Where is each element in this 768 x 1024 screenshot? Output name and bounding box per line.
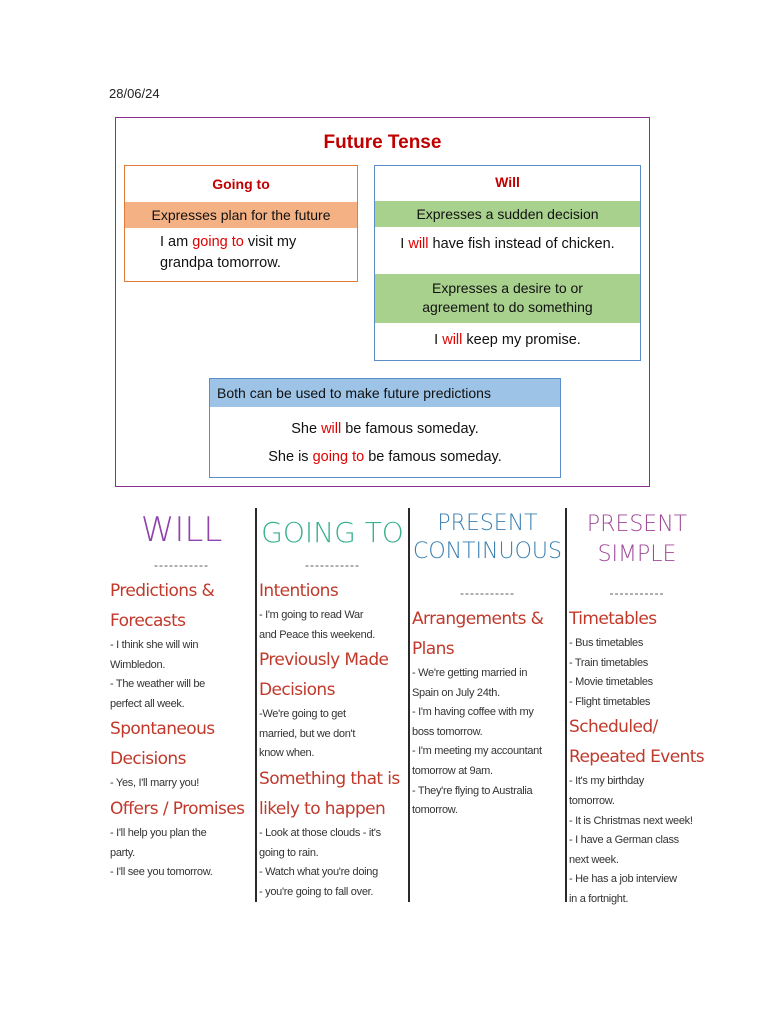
- usage-example: - I'm having coffee with my: [412, 706, 534, 719]
- example-text: be famous someday.: [364, 449, 502, 465]
- column-heading-line: SIMPLE: [597, 542, 677, 567]
- column-heading-line: PRESENT: [437, 511, 538, 536]
- usage-example: - you're going to fall over.: [259, 885, 374, 898]
- dash-separator: -----------: [609, 586, 665, 600]
- column-divider: [408, 508, 410, 902]
- example-text: grandpa tomorrow.: [160, 255, 281, 271]
- usage-example: going to rain.: [259, 846, 319, 859]
- usage-example: - Movie timetables: [569, 676, 653, 689]
- usage-example: - I have a German class: [569, 834, 679, 847]
- usage-example: boss tomorrow.: [412, 725, 483, 738]
- usage-example: - Train timetables: [569, 656, 648, 669]
- dash-separator: -----------: [154, 558, 209, 572]
- example-text: She: [291, 421, 322, 437]
- usage-example: perfect all week.: [110, 697, 185, 710]
- column-heading-line: PRESENT: [586, 512, 688, 537]
- usage-category: Offers / Promises: [110, 798, 245, 819]
- usage-example: - Watch what you're doing: [259, 866, 378, 879]
- going-to-box: [124, 165, 358, 282]
- usage-category: Spontaneous: [110, 719, 215, 740]
- example-text: I: [400, 236, 409, 252]
- column-present-continuous: [412, 506, 563, 902]
- example-highlight: going to: [312, 449, 365, 465]
- usage-category: Decisions: [110, 749, 186, 770]
- will-use-sudden-decision: Expresses a sudden decision: [375, 201, 640, 227]
- column-going-to: [259, 506, 406, 902]
- usage-category: Intentions: [259, 581, 339, 601]
- dash-separator: -----------: [305, 558, 360, 572]
- column-heading: [569, 510, 705, 586]
- usage-example: - I'll help you plan the: [110, 826, 207, 839]
- usage-example: - I'm meeting my accountant: [412, 745, 542, 758]
- usage-example: Wimbledon.: [110, 658, 166, 671]
- usage-category: Predictions &: [110, 581, 215, 601]
- usage-example: - It is Christmas next week!: [569, 814, 693, 827]
- diagram-title: Future Tense: [323, 132, 442, 153]
- usage-category: Something that is: [259, 768, 400, 789]
- usage-example: Spain on July 24th.: [412, 686, 500, 699]
- example-text: She is: [268, 449, 313, 465]
- usage-example: tomorrow.: [569, 794, 615, 807]
- tense-usage-chart: [108, 506, 705, 905]
- usage-example: - Yes, I'll marry you!: [110, 777, 200, 790]
- will-use-desire: [375, 274, 640, 323]
- usage-category: Plans: [412, 639, 455, 659]
- example-text: have fish instead of chicken.: [428, 236, 615, 252]
- usage-example: know when.: [259, 747, 315, 760]
- usage-example: - It's my birthday: [569, 775, 644, 788]
- usage-category: likely to happen: [259, 798, 386, 819]
- usage-example: - Look at those clouds - it's: [259, 826, 381, 839]
- column-will: [110, 506, 253, 902]
- usage-example: tomorrow.: [412, 804, 458, 817]
- example-highlight: going to: [192, 234, 244, 250]
- column-heading: [110, 510, 253, 558]
- usage-category: Arrangements &: [412, 609, 544, 629]
- usage-example: - The weather will be: [110, 678, 205, 691]
- both-box: [209, 378, 561, 478]
- usage-example: - I'll see you tomorrow.: [110, 866, 213, 879]
- both-title: Both can be used to make future predictions: [210, 379, 560, 407]
- usage-example: - Bus timetables: [569, 637, 644, 649]
- example-highlight: will: [442, 332, 463, 348]
- will-example-1: [375, 227, 640, 274]
- usage-category: Previously Made: [259, 650, 389, 671]
- usage-example: - Flight timetables: [569, 695, 651, 708]
- going-to-use: Expresses plan for the future: [125, 202, 357, 228]
- example-text: keep my promise.: [462, 332, 581, 348]
- usage-example: - We're getting married in: [412, 667, 528, 679]
- usage-example: -We're going to get: [259, 708, 346, 721]
- use-line: Expresses a desire to or: [432, 280, 583, 296]
- column-heading: [412, 510, 563, 586]
- usage-example: - I'm going to read War: [259, 609, 364, 621]
- usage-example: - He has a job interview: [569, 873, 677, 886]
- column-divider: [255, 508, 257, 902]
- future-tense-diagram: [115, 117, 650, 487]
- example-highlight: will: [408, 236, 429, 252]
- usage-example: - I think she will win: [110, 639, 199, 651]
- usage-example: party.: [110, 846, 135, 859]
- will-box: [374, 165, 641, 361]
- example-text: visit my: [243, 234, 297, 250]
- will-title: Will: [495, 174, 520, 190]
- example-text: I am: [160, 234, 193, 250]
- usage-category: Decisions: [259, 680, 335, 701]
- column-heading-line: WILL: [140, 510, 223, 550]
- usage-category: Repeated Events: [569, 747, 705, 768]
- going-to-example: [125, 228, 357, 274]
- both-examples: [210, 407, 560, 471]
- column-divider: [565, 508, 567, 902]
- column-heading: [259, 516, 406, 558]
- will-example-2: [375, 323, 640, 357]
- usage-category: Forecasts: [110, 611, 186, 631]
- usage-example: married, but we don't: [259, 727, 356, 740]
- column-heading-line: GOING TO: [261, 516, 404, 549]
- usage-example: tomorrow at 9am.: [412, 764, 493, 777]
- usage-example: and Peace this weekend.: [259, 628, 376, 641]
- usage-example: in a fortnight.: [569, 892, 629, 905]
- use-line: agreement to do something: [422, 299, 593, 315]
- example-text: I: [434, 332, 443, 348]
- column-heading-line: CONTINUOUS: [412, 539, 562, 564]
- dash-separator: -----------: [460, 586, 515, 600]
- column-present-simple: [569, 506, 705, 905]
- going-to-title: Going to: [212, 176, 270, 192]
- example-text: be famous someday.: [341, 421, 479, 437]
- usage-example: - They're flying to Australia: [412, 784, 533, 797]
- usage-category: Scheduled/: [569, 717, 658, 738]
- usage-category: Timetables: [569, 609, 657, 629]
- usage-example: next week.: [569, 853, 619, 866]
- date: 28/06/24: [109, 86, 160, 101]
- example-highlight: will: [321, 421, 342, 437]
